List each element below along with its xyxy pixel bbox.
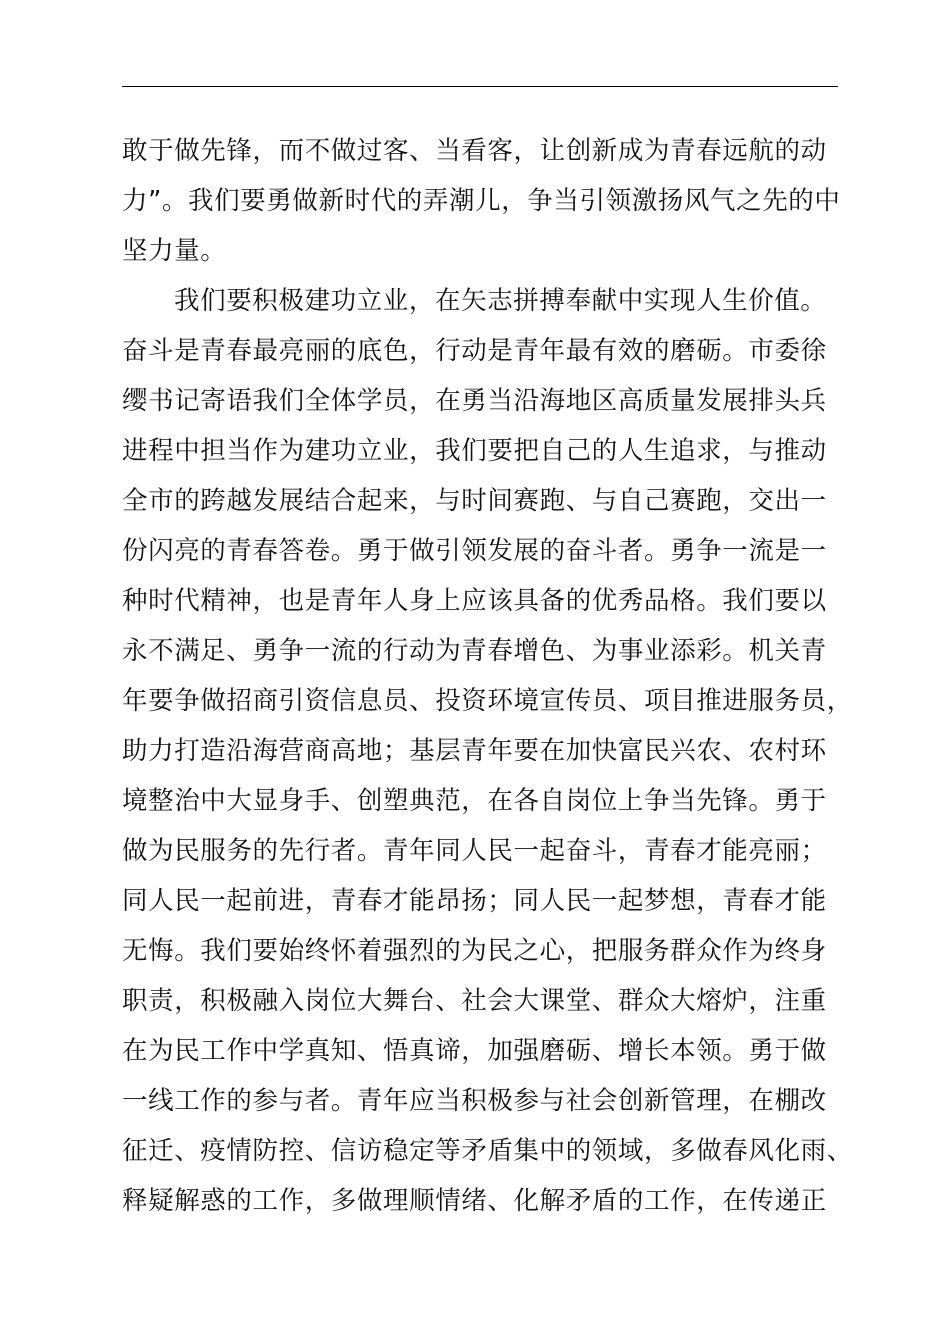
text-line: 种时代精神，也是青年人身上应该具备的优秀品格。我们要以	[122, 586, 827, 616]
document-body	[122, 126, 862, 1226]
text-line: 同人民一起前进，青春才能昂扬；同人民一起梦想，青春才能	[122, 886, 827, 916]
text-line: 助力打造沿海营商高地；基层青年要在加快富民兴农、农村环	[122, 736, 827, 766]
text-line: 境整治中大显身手、创塑典范，在各自岗位上争当先锋。勇于	[122, 786, 827, 816]
text-line: 进程中担当作为建功立业，我们要把自己的人生追求，与推动	[122, 436, 827, 466]
text-line: 份闪亮的青春答卷。勇于做引领发展的奋斗者。勇争一流是一	[122, 536, 827, 566]
text-line: 征迁、疫情防控、信访稳定等矛盾集中的领域，多做春风化雨、	[122, 1136, 853, 1166]
header-rule	[122, 86, 838, 87]
text-line: 一线工作的参与者。青年应当积极参与社会创新管理，在棚改	[122, 1086, 827, 1116]
text-line: 无悔。我们要始终怀着强烈的为民之心，把服务群众作为终身	[122, 936, 827, 966]
text-line: 全市的跨越发展结合起来，与时间赛跑、与自己赛跑，交出一	[122, 486, 827, 516]
text-line: 力”。我们要勇做新时代的弄潮儿，争当引领激扬风气之先的中	[122, 186, 841, 216]
text-line: 奋斗是青春最亮丽的底色，行动是青年最有效的磨砺。市委徐	[122, 336, 827, 366]
text-line: 坚力量。	[122, 236, 227, 266]
text-line: 年要争做招商引资信息员、投资环境宣传员、项目推进服务员，	[122, 686, 853, 716]
text-line: 做为民服务的先行者。青年同人民一起奋斗，青春才能亮丽；	[122, 836, 827, 866]
text-line: 敢于做先锋，而不做过客、当看客，让创新成为青春远航的动	[122, 136, 827, 166]
text-line: 缨书记寄语我们全体学员，在勇当沿海地区高质量发展排头兵	[122, 386, 827, 416]
text-line: 释疑解惑的工作，多做理顺情绪、化解矛盾的工作，在传递正	[122, 1186, 827, 1216]
paragraph-first-line: 我们要积极建功立业，在矢志拼搏奉献中实现人生价值。	[174, 286, 827, 316]
text-line: 永不满足、勇争一流的行动为青春增色、为事业添彩。机关青	[122, 636, 827, 666]
text-line: 在为民工作中学真知、悟真谛，加强磨砺、增长本领。勇于做	[122, 1036, 827, 1066]
text-line: 职责，积极融入岗位大舞台、社会大课堂、群众大熔炉，注重	[122, 986, 827, 1016]
